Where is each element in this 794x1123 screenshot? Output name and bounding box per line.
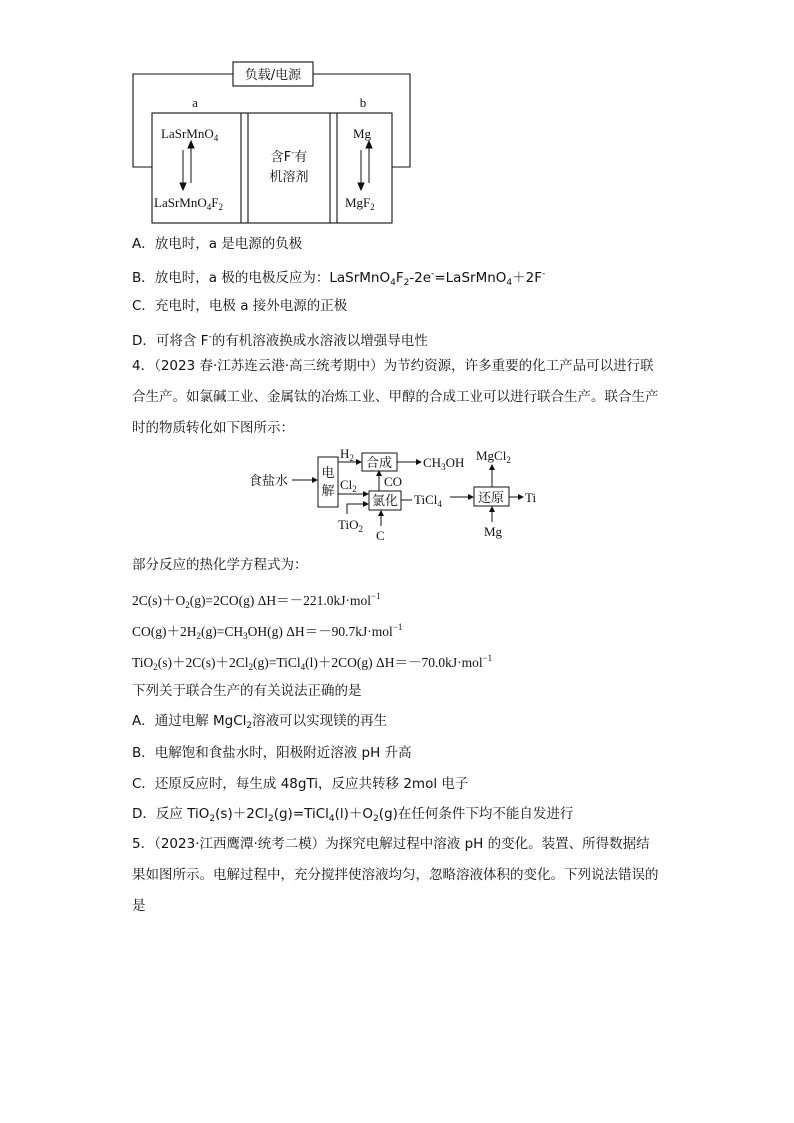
flow-diagram xyxy=(240,440,560,548)
thermo-intro: 部分反应的热化学方程式为： xyxy=(132,557,308,573)
electrode-a-label: a xyxy=(192,95,198,110)
q3-option-b: B．放电时，a 极的电极反应为：$LaSrMnO_4F_2-2e^-=LaSrMnO_4+2F^-$ xyxy=(132,269,546,288)
a-top-formula: LaSrMnO$_4$ xyxy=(161,126,219,143)
q4-option-c: C．还原反应时，每生成 48gTi，反应共转移 2mol 电子 xyxy=(132,776,469,792)
b-top-formula: Mg xyxy=(353,126,372,141)
q4-option-d: D．反应 $TiO_2(s)+2Cl_2(g)=TiCl_4(l)+O_2(g)$在任何条件下均不能自发进行 xyxy=(132,806,574,824)
q5-text: 5．（2023·江西鹰潭·统考二模）为探究电解过程中溶液 pH 的变化。装置、所得数据结果如图所示。电解过程中，充分搅拌使溶液均匀，忽略溶液体积的变化。下列说法错误的是 xyxy=(132,836,659,914)
q4-option-a: A．通过电解 MgCl$_2$溶液可以实现镁的再生 xyxy=(132,713,388,731)
tio2-label: TiO$_2$ xyxy=(338,517,363,534)
battery-diagram xyxy=(125,55,425,230)
co-label: CO xyxy=(384,474,403,489)
b-bottom-formula: MgF$_2$ xyxy=(345,195,375,212)
q4-intro: 4．（2023 春·江苏连云港·高三统考期中）为节约资源，许多重要的化工产品可以进行联合生产。如氯碱工业、金属钛的冶炼工业、甲醇的合成工业可以进行联合生产。联合生产时的物质转化如下图所示： xyxy=(132,358,659,436)
thermo-eq-1: $2C(s)+O_2(g)=2CO(g)$ ΔH＝－221.0kJ·mol$^{-1}$ xyxy=(132,591,381,610)
q4-question: 下列关于联合生产的有关说法正确的是 xyxy=(132,683,362,699)
h2-label: $H_2$ xyxy=(340,446,354,463)
q3-option-a: A．放电时，a 是电源的负极 xyxy=(132,236,303,252)
thermo-eq-3: $TiO_2(s)+2C(s)+2Cl_2(g)=TiCl_4(l)+2CO(g)$ ΔH＝－70.0kJ·mol$^{-1}$ xyxy=(132,653,493,672)
thermo-eq-2: $CO(g)+2H_2(g)=CH_3OH(g)$ ΔH＝－90.7kJ·mol$^{-1}$ xyxy=(132,622,403,641)
electrode-b-label: b xyxy=(359,95,367,110)
q3-option-c: C．充电时，电极 a 接外电源的正极 xyxy=(132,298,348,314)
reduction-box: 还原 xyxy=(477,491,505,506)
mgcl2-label: MgCl$_2$ xyxy=(476,448,511,465)
q4-option-b: B．电解饱和食盐水时，阳极附近溶液 pH 升高 xyxy=(132,745,412,761)
brine-label: 食盐水 xyxy=(249,474,289,489)
ti-label: Ti xyxy=(525,490,537,505)
carbon-label: C xyxy=(376,528,385,543)
a-bottom-formula: $LaSrMnO_4F_2$ xyxy=(154,195,223,212)
electrolyte-line-2: 机溶剂 xyxy=(269,170,309,185)
load-label: 负载/电源 xyxy=(244,68,302,83)
electrolysis-label-2: 解 xyxy=(321,484,335,499)
electrolysis-label-1: 电 xyxy=(321,466,335,481)
ch3oh-label: $CH_3OH$ xyxy=(423,455,465,472)
electrolyte-line-1: 含F-有 xyxy=(270,148,308,165)
synthesis-box: 合成 xyxy=(365,456,393,471)
ticl4-label: TiCl$_4$ xyxy=(414,492,442,509)
chlorination-box: 氯化 xyxy=(371,494,399,509)
cl2-label: $Cl_2$ xyxy=(340,477,357,494)
mg-label: Mg xyxy=(484,524,503,539)
q3-option-d: D．可将含 F-的有机溶液换成水溶液以增强导电性 xyxy=(132,332,428,349)
